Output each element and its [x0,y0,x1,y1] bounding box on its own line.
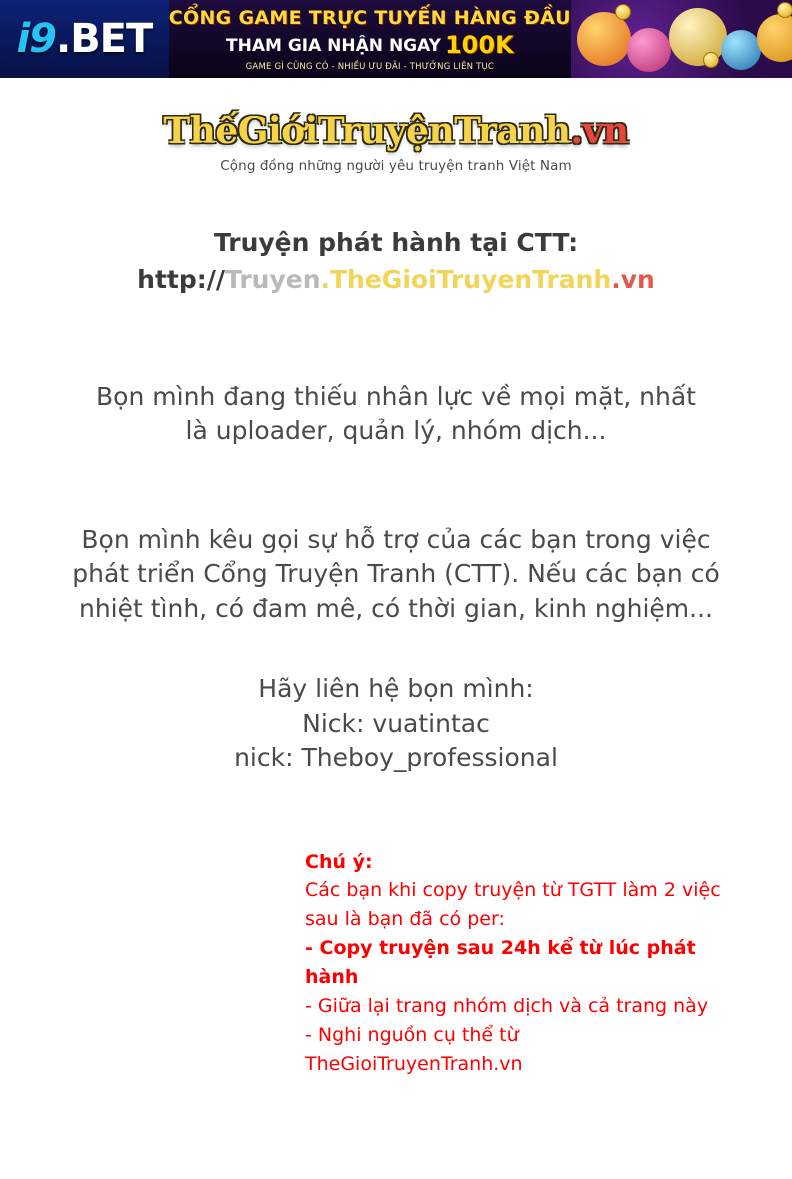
logo-part-the: Thế [163,110,238,152]
credits-page [0,78,792,1079]
note-title: Chú ý: [305,850,373,873]
url-domain: TheGioiTruyenTranh [330,264,612,294]
ad-message[interactable] [169,0,571,78]
contact-paragraph [46,672,746,776]
ad-headline: CỔNG GAME TRỰC TUYẾN HÀNG ĐẦU [168,6,571,29]
ad-character-icon [757,14,792,62]
logo-part-gioi: Giới [237,110,318,152]
ad-subheadline [226,31,514,59]
support-line-2: phát triển Cổng Truyện Tranh (CTT). Nếu các bạn có [72,559,720,589]
site-logo-text [0,112,792,152]
site-tagline: Cộng đồng những người yêu truyện tranh Việt Nam [220,157,572,174]
ad-character-icon [627,28,671,72]
release-title: Truyện phát hành tại CTT: [213,227,579,257]
release-info [0,226,792,296]
coin-icon [615,4,631,20]
ad-bonus-amount: 100K [444,30,514,59]
recruitment-paragraph [46,380,746,449]
logo-part-tranh: Tranh [454,110,571,152]
url-subdomain: Truyen [225,264,321,294]
url-dot: . [320,264,330,294]
note-bullet-3: - Nghi nguồn cụ thể từ TheGioiTruyenTranh.vn [305,1023,523,1075]
ad-subheadline-text: THAM GIA NHẬN NGAY [226,35,441,56]
copy-rules-note [305,848,735,1079]
ad-character-icon [577,12,631,66]
coin-icon [703,52,719,68]
support-paragraph [46,523,746,627]
url-protocol: http:// [137,264,226,294]
recruitment-line-1: Bọn mình đang thiếu nhân lực về mọi mặt, nhất [96,381,696,411]
site-logo [0,112,792,174]
contact-nick-1: Nick: vuatintac [302,708,490,738]
support-line-1: Bọn mình kêu gọi sự hỗ trợ của các bạn trong việc [81,524,711,554]
ad-footnote: GAME GÌ CŨNG CÓ - NHIỀU ƯU ĐÃI - THƯỞNG LIÊN TỤC [245,61,495,72]
ad-brand-bet: .BET [56,16,153,62]
note-line-2: sau là bạn đã có per: [305,908,505,931]
advertisement-banner[interactable] [0,0,792,78]
note-line-1: Các bạn khi copy truyện từ TGTT làm 2 việc [305,879,721,902]
coin-icon [777,2,792,18]
ad-brand-logo[interactable] [0,0,169,78]
recruitment-line-2: là uploader, quản lý, nhóm dịch... [185,416,607,446]
note-bullet-2: - Giữa lại trang nhóm dịch và cả trang này [305,994,709,1017]
ad-brand-text [16,16,152,62]
logo-part-truyen: Truyện [317,110,455,152]
url-tld: .vn [611,264,655,294]
support-line-3: nhiệt tình, có đam mê, có thời gian, kinh nghiệm... [78,593,714,623]
note-bullet-1: - Copy truyện sau 24h kể từ lúc phát hành [305,937,696,989]
logo-part-vn: .vn [570,110,629,152]
contact-nick-2: nick: Theboy_professional [234,743,558,773]
ad-character-icon [721,30,761,70]
ad-brand-i9: i9 [16,16,56,62]
ad-artwork [571,0,792,78]
release-url[interactable] [0,263,792,296]
contact-heading: Hãy liên hệ bọn mình: [258,674,534,704]
